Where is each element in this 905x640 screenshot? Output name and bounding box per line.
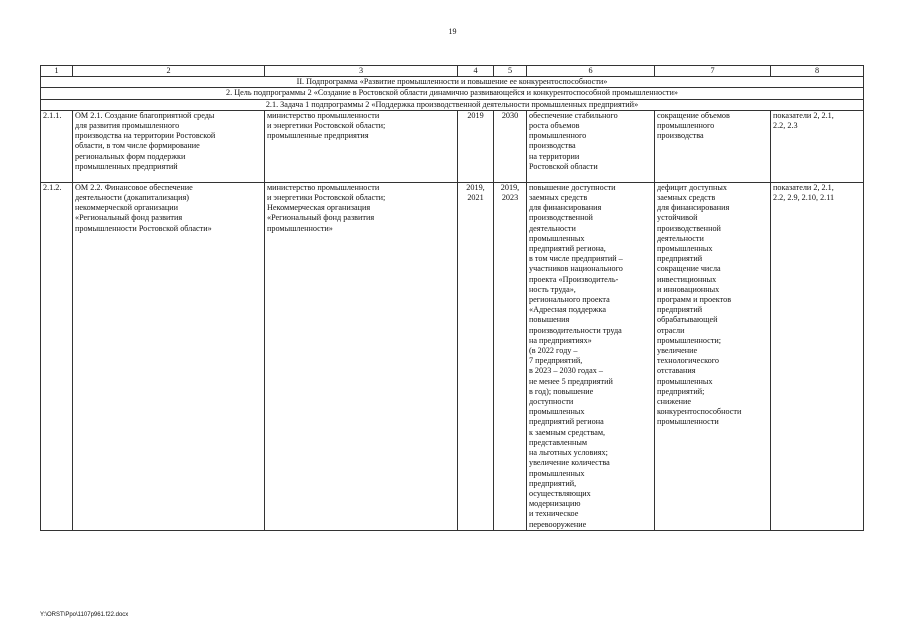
measure-name: ОМ 2.2. Финансовое обеспечение деятельности (докапитализация) некоммерческой организации «Региональный фонд развития промышленности Ростовской области» [73, 182, 265, 530]
program-table [40, 65, 864, 531]
consequence: сокращение объемов промышленного производства [655, 110, 771, 182]
end-year: 2030 [494, 110, 527, 182]
expected-result: обеспечение стабильного роста объемов промышленного производства на территории Ростовской области [527, 110, 655, 182]
measure-name: ОМ 2.1. Создание благоприятной среды для развития промышленного производства на территории Ростовской области, в том числе формирование региональных форм поддержки промышленных предприятий [73, 110, 265, 182]
table-row [41, 182, 864, 530]
consequence: дефицит доступных заемных средств для финансирования устойчивой производственной деятельности промышленных предприятий сокращение числа инвестиционных и инновационных программ и проектов предприятий обрабатывающей отрасли промышленности; увеличение технологического отставания промышленных предприятий; снижение конкурентоспособности промышленности [655, 182, 771, 530]
table-row [41, 110, 864, 182]
goal-heading: 2. Цель подпрограммы 2 «Создание в Ростовской области динамично развивающейся и конкурентоспособной промышленности» [41, 88, 864, 99]
start-year: 2019 [458, 110, 494, 182]
column-header: 4 [458, 66, 494, 77]
subprogram-heading: II. Подпрограмма «Развитие промышленности и повышение ее конкурентоспособности» [41, 77, 864, 88]
start-year: 2019, 2021 [458, 182, 494, 530]
page-number: 19 [448, 27, 457, 36]
executor: министерство промышленности и энергетики Ростовской области; промышленные предприятия [265, 110, 458, 182]
task-heading: 2.1. Задача 1 подпрограммы 2 «Поддержка производственной деятельности промышленных предприятий» [41, 99, 864, 110]
file-path-footer: Y:\ORST\Ppo\1107p961.f22.docx [40, 612, 129, 618]
indicators: показатели 2, 2.1, 2.2, 2.9, 2.10, 2.11 [771, 182, 864, 530]
end-year: 2019, 2023 [494, 182, 527, 530]
column-header: 5 [494, 66, 527, 77]
executor: министерство промышленности и энергетики Ростовской области; Некоммерческая организация «Региональный фонд развития промышленности» [265, 182, 458, 530]
column-header: 7 [655, 66, 771, 77]
indicators: показатели 2, 2.1, 2.2, 2.3 [771, 110, 864, 182]
row-number: 2.1.2. [41, 182, 73, 530]
row-number: 2.1.1. [41, 110, 73, 182]
column-header: 6 [527, 66, 655, 77]
expected-result: повышение доступности заемных средств для финансирования производственной деятельности промышленных предприятий региона, в том числе предприятий – участников национального проекта «Производитель- ность труда», регионального проекта «Адресная поддержка повышения производительности труда на предприятиях» (в 2022 году – 7 предприятий, в 2023 – 2030 годах – не менее 5 предприятий в год); повышение доступности промышленных предприятий региона к заемным средствам, представленным на льготных условиях; увеличение количества промышленных предприятий, осуществляющих модернизацию и техническое перевооружение [527, 182, 655, 530]
column-header: 8 [771, 66, 864, 77]
column-number-row [41, 66, 864, 77]
column-header: 1 [41, 66, 73, 77]
column-header: 3 [265, 66, 458, 77]
column-header: 2 [73, 66, 265, 77]
